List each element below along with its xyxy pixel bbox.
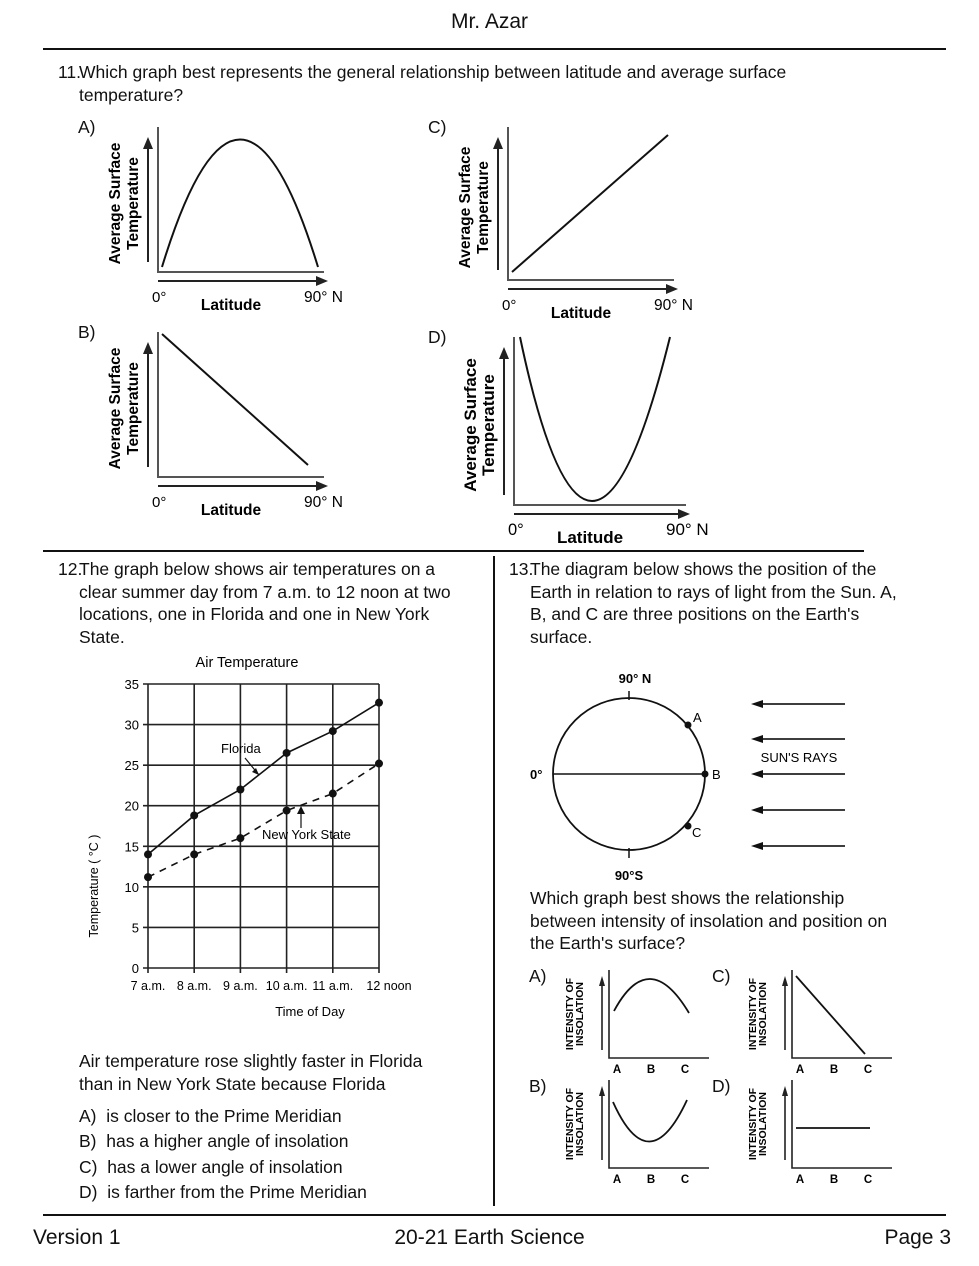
- x-axis-label: Latitude: [550, 305, 612, 322]
- graph-mark: INTENSITY OF: [564, 1087, 576, 1161]
- latitude-temperature-graph: [106, 117, 366, 322]
- question-13-prompt-line: Which graph best shows the relationship: [530, 888, 845, 908]
- question-12-line: clear summer day from 7 a.m. to 12 noon at two: [79, 581, 451, 602]
- graph-mark: INSOLATION: [574, 1092, 586, 1156]
- y-tick-label: 30: [124, 717, 139, 733]
- data-point-new-york-state: [283, 807, 291, 815]
- question-11-number: 11.: [58, 62, 82, 82]
- florida-arrowhead: [252, 768, 259, 775]
- answer-option-a[interactable]: A) is closer to the Prime Meridian: [79, 1106, 342, 1126]
- x-start-label: 0°: [508, 521, 524, 539]
- data-point-new-york-state: [190, 850, 198, 858]
- north-pole-label: 90° N: [618, 671, 652, 686]
- question-13-line: B, and C are three positions on the Earth's: [530, 604, 860, 624]
- option-letter: A): [529, 966, 547, 986]
- x-tick-label: 7 a.m.: [130, 979, 166, 993]
- header-divider: [43, 48, 946, 50]
- question-12-stem: [79, 1050, 489, 1095]
- data-point-florida: [329, 727, 337, 735]
- x-end-label: 90° N: [304, 289, 343, 306]
- relationship-curve: [512, 135, 668, 272]
- graph-mark: [599, 976, 605, 986]
- new-york-arrowhead: [297, 806, 305, 814]
- footer-page: Page 3: [884, 1226, 951, 1249]
- graph-mark: [143, 137, 153, 149]
- x-tick-label: A: [612, 1174, 622, 1186]
- latitude-temperature-graph: [106, 322, 366, 527]
- question-12: [58, 558, 488, 647]
- y-tick-label: 25: [124, 758, 139, 774]
- graph-mark: INSOLATION: [757, 1092, 769, 1156]
- graph-mark: [493, 137, 503, 149]
- insolation-graph: [742, 966, 892, 1076]
- y-tick-label: 10: [124, 879, 139, 895]
- x-tick-label: C: [863, 1174, 873, 1186]
- question-11-text: Which graph best represents the general relationship between latitude and average surface temperature?: [79, 62, 787, 105]
- x-tick-label: 9 a.m.: [223, 979, 258, 993]
- x-tick-label: B: [829, 1064, 839, 1076]
- graph-mark: [614, 979, 689, 1013]
- option-letter: B): [529, 1076, 547, 1096]
- graph-mark: [316, 276, 328, 286]
- graph-mark: [678, 509, 690, 519]
- data-point-florida: [144, 850, 152, 858]
- question-13-line: Earth in relation to rays of light from the Sun. A,: [530, 581, 897, 602]
- point-b-dot: [702, 771, 709, 778]
- graph-mark: [792, 1080, 892, 1168]
- y-axis-label: Average Surface: [107, 142, 124, 265]
- y-axis-label: Temperature: [475, 161, 492, 254]
- question-12-stem-line: Air temperature rose slightly faster in Florida: [79, 1051, 423, 1071]
- y-axis-label: Average Surface: [107, 347, 124, 470]
- data-point-new-york-state: [144, 873, 152, 881]
- answer-option-d[interactable]: D) is farther from the Prime Meridian: [79, 1181, 367, 1202]
- x-tick-label: C: [680, 1174, 690, 1186]
- option-letter: A): [78, 117, 96, 137]
- y-tick-label: 35: [124, 677, 139, 692]
- x-start-label: 0°: [152, 494, 167, 511]
- x-tick-label: A: [795, 1064, 805, 1076]
- data-point-new-york-state: [375, 760, 383, 768]
- graph-mark: INSOLATION: [757, 982, 769, 1046]
- y-tick-label: 5: [131, 920, 139, 936]
- teacher-name: Mr. Azar: [450, 10, 529, 33]
- y-axis-label: Temperature: [479, 374, 498, 476]
- footer-course: 20-21 Earth Science: [394, 1226, 585, 1249]
- x-tick-label: B: [646, 1064, 656, 1076]
- graph-mark: INTENSITY OF: [747, 977, 759, 1051]
- graph-mark: [609, 970, 709, 1058]
- insolation-graph: [559, 1076, 709, 1186]
- y-axis-label: Average Surface: [457, 146, 474, 269]
- question-12-number: 12.: [58, 559, 83, 579]
- option-letter: C): [428, 117, 447, 137]
- graph-mark: [666, 284, 678, 294]
- question-13-prompt-line: the Earth's surface?: [530, 933, 686, 953]
- footer-divider: [43, 1214, 946, 1216]
- option-letter: C): [712, 966, 731, 986]
- graph-mark: [782, 976, 788, 986]
- x-tick-label: 11 a.m.: [312, 979, 354, 993]
- insolation-graph: [559, 966, 709, 1076]
- question-13-prompt-line: between intensity of insolation and position on: [530, 910, 888, 931]
- axes: [158, 127, 324, 272]
- graph-mark: INTENSITY OF: [747, 1087, 759, 1161]
- x-end-label: 90° N: [304, 494, 343, 511]
- earth-sun-diagram: [527, 663, 852, 888]
- y-tick-label: 15: [124, 839, 139, 855]
- y-axis-label: Average Surface: [461, 358, 480, 492]
- x-start-label: 0°: [502, 297, 517, 314]
- sun-ray-arrowhead: [751, 735, 763, 743]
- chart-series: [144, 699, 383, 881]
- graph-mark: [599, 1086, 605, 1096]
- latitude-temperature-graph: [456, 117, 716, 322]
- data-point-new-york-state: [236, 834, 244, 842]
- x-axis-label: Latitude: [556, 528, 624, 547]
- x-tick-label: C: [680, 1064, 690, 1076]
- x-end-label: 90° N: [654, 297, 693, 314]
- air-temperature-chart: [82, 648, 432, 1028]
- answer-option-b[interactable]: B) has a higher angle of insolation: [79, 1131, 349, 1152]
- x-axis-label: Latitude: [200, 502, 262, 519]
- question-11: [58, 61, 918, 105]
- question-13: [509, 558, 949, 647]
- x-axis-label: Latitude: [200, 297, 262, 314]
- sun-ray-arrowhead: [751, 806, 763, 814]
- x-end-label: 90° N: [666, 520, 709, 539]
- point-b-label: B: [712, 767, 721, 782]
- sun-rays: [751, 700, 845, 850]
- florida-annotation: Florida: [221, 741, 261, 756]
- x-start-label: 0°: [152, 289, 167, 306]
- latitude-temperature-graph: [456, 327, 746, 552]
- graph-mark: INSOLATION: [574, 982, 586, 1046]
- y-tick-label: 0: [131, 961, 139, 976]
- equator-label: 0°: [530, 767, 543, 782]
- option-letter: B): [78, 322, 96, 342]
- point-c-dot: [685, 823, 692, 830]
- relationship-curve: [520, 337, 670, 501]
- chart-title: Air Temperature: [195, 655, 299, 671]
- point-a-dot: [685, 722, 692, 729]
- question-12-line: The graph below shows air temperatures on a: [79, 559, 436, 579]
- relationship-curve: [162, 334, 308, 465]
- graph-mark: [796, 976, 865, 1054]
- x-tick-label: C: [863, 1064, 873, 1076]
- graph-mark: [782, 1086, 788, 1096]
- column-divider: [493, 556, 495, 1206]
- axes: [514, 337, 686, 505]
- x-tick-label: 10 a.m.: [265, 979, 308, 993]
- x-tick-label: B: [829, 1174, 839, 1186]
- graph-mark: [613, 1100, 687, 1142]
- graph-mark: [792, 970, 892, 1058]
- x-tick-label: 12 noon: [366, 979, 412, 993]
- x-tick-label: A: [795, 1174, 805, 1186]
- data-point-florida: [375, 699, 383, 707]
- question-12-line: locations, one in Florida and one in New York: [79, 604, 430, 624]
- question-12-options: [79, 1104, 489, 1205]
- sun-ray-arrowhead: [751, 700, 763, 708]
- point-c-label: C: [692, 825, 702, 840]
- data-point-new-york-state: [329, 790, 337, 798]
- footer-version: Version 1: [33, 1226, 121, 1249]
- graph-mark: INTENSITY OF: [564, 977, 576, 1051]
- section-divider: [43, 550, 864, 552]
- data-point-florida: [236, 785, 244, 793]
- option-letter: D): [712, 1076, 731, 1096]
- point-a-label: A: [693, 710, 702, 725]
- y-axis-label: Temperature: [125, 157, 142, 250]
- question-13-line: The diagram below shows the position of the: [530, 559, 877, 579]
- graph-mark: [143, 342, 153, 354]
- question-13-line: surface.: [530, 626, 593, 647]
- sun-ray-arrowhead: [751, 770, 763, 778]
- sun-ray-arrowhead: [751, 842, 763, 850]
- x-tick-label: 8 a.m.: [176, 979, 212, 993]
- chart-x-axis-label: Time of Day: [275, 1004, 345, 1019]
- series-line-new-york-state: [148, 764, 379, 878]
- question-12-line: State.: [79, 626, 125, 647]
- data-point-florida: [190, 811, 198, 819]
- data-point-florida: [283, 749, 291, 757]
- question-13-number: 13.: [509, 559, 534, 579]
- insolation-graph: [742, 1076, 892, 1186]
- option-letter: D): [428, 327, 447, 347]
- sun-rays-label: SUN'S RAYS: [760, 750, 838, 765]
- graph-mark: [499, 347, 509, 359]
- chart-y-axis-label: Temperature ( °C ): [87, 834, 101, 938]
- y-tick-label: 20: [124, 798, 139, 814]
- x-tick-label: B: [646, 1174, 656, 1186]
- answer-option-c[interactable]: C) has a lower angle of insolation: [79, 1156, 343, 1177]
- new-york-annotation: New York State: [262, 827, 351, 842]
- y-axis-label: Temperature: [125, 362, 142, 455]
- south-pole-label: 90°S: [614, 868, 644, 883]
- relationship-curve: [162, 140, 318, 268]
- question-13-prompt: [530, 887, 950, 955]
- x-tick-label: A: [612, 1064, 622, 1076]
- graph-mark: [316, 481, 328, 491]
- question-12-stem-line: than in New York State because Florida: [79, 1073, 386, 1094]
